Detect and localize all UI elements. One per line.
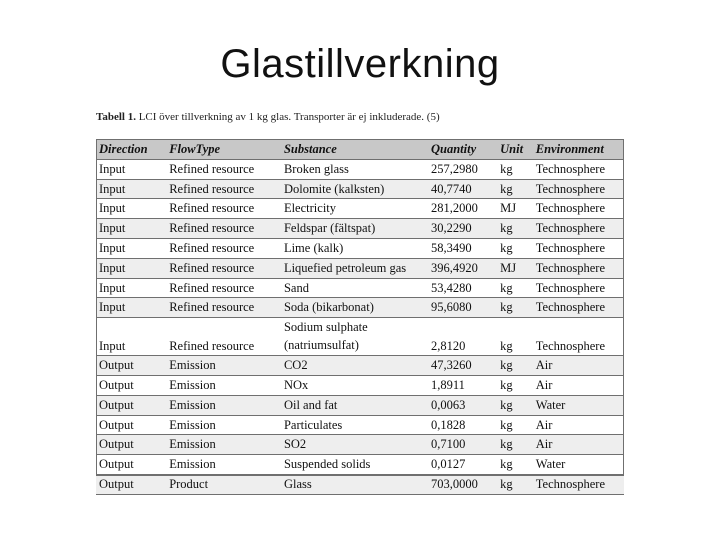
cell-quantity: 53,4280 — [428, 278, 497, 298]
table-row — [96, 278, 624, 298]
cell-substance: Suspended solids — [281, 455, 428, 475]
cell-environment: Technosphere — [533, 258, 624, 278]
cell-unit: kg — [497, 238, 533, 258]
cell-substance: Glass — [281, 474, 428, 494]
cell-direction: Input — [96, 298, 166, 318]
cell-flowtype: Emission — [166, 435, 281, 455]
cell-flowtype: Product — [166, 474, 281, 494]
cell-unit: kg — [497, 395, 533, 415]
cell-unit: kg — [497, 278, 533, 298]
cell-environment: Technosphere — [533, 199, 624, 219]
cell-direction: Input — [96, 318, 166, 356]
cell-direction: Input — [96, 278, 166, 298]
cell-unit: kg — [497, 298, 533, 318]
cell-quantity: 703,0000 — [428, 474, 497, 494]
cell-direction: Output — [96, 395, 166, 415]
cell-unit: kg — [497, 375, 533, 395]
cell-quantity: 0,7100 — [428, 435, 497, 455]
cell-quantity: 0,1828 — [428, 415, 497, 435]
table-row — [96, 395, 624, 415]
header-direction: Direction — [96, 140, 166, 160]
cell-quantity: 257,2980 — [428, 159, 497, 179]
cell-environment: Technosphere — [533, 278, 624, 298]
cell-direction: Output — [96, 455, 166, 475]
cell-unit: kg — [497, 159, 533, 179]
cell-environment: Technosphere — [533, 179, 624, 199]
cell-unit: kg — [497, 415, 533, 435]
cell-flowtype: Emission — [166, 455, 281, 475]
cell-flowtype: Emission — [166, 415, 281, 435]
cell-substance: Liquefied petroleum gas — [281, 258, 428, 278]
cell-quantity: 0,0063 — [428, 395, 497, 415]
cell-flowtype: Emission — [166, 356, 281, 376]
cell-substance: Sodium sulphate (natriumsulfat) — [281, 318, 428, 356]
cell-quantity: 95,6080 — [428, 298, 497, 318]
table-caption — [96, 111, 636, 123]
cell-unit: kg — [497, 179, 533, 199]
cell-quantity: 1,8911 — [428, 375, 497, 395]
table-caption-label: Tabell 1. — [96, 111, 136, 123]
cell-unit: kg — [497, 219, 533, 239]
cell-direction: Output — [96, 474, 166, 494]
cell-direction: Output — [96, 415, 166, 435]
cell-environment: Technosphere — [533, 318, 624, 356]
table-row — [96, 435, 624, 455]
cell-environment: Air — [533, 435, 624, 455]
cell-unit: kg — [497, 435, 533, 455]
cell-substance: Dolomite (kalksten) — [281, 179, 428, 199]
table-header-row — [96, 140, 624, 160]
cell-quantity: 58,3490 — [428, 238, 497, 258]
header-environment: Environment — [533, 140, 624, 160]
cell-substance: Particulates — [281, 415, 428, 435]
cell-environment: Technosphere — [533, 474, 624, 494]
cell-substance: Electricity — [281, 199, 428, 219]
cell-quantity: 281,2000 — [428, 199, 497, 219]
cell-direction: Input — [96, 199, 166, 219]
slide-title: Glastillverkning — [220, 42, 500, 86]
table-caption-text: LCI över tillverkning av 1 kg glas. Transporter är ej inkluderade. (5) — [138, 111, 440, 123]
cell-unit: kg — [497, 455, 533, 475]
table-row — [96, 179, 624, 199]
cell-flowtype: Refined resource — [166, 258, 281, 278]
cell-quantity: 40,7740 — [428, 179, 497, 199]
cell-environment: Water — [533, 455, 624, 475]
header-substance: Substance — [281, 140, 428, 160]
cell-direction: Output — [96, 356, 166, 376]
cell-environment: Air — [533, 375, 624, 395]
cell-flowtype: Refined resource — [166, 298, 281, 318]
cell-substance: Lime (kalk) — [281, 238, 428, 258]
table-row — [96, 474, 624, 494]
table-row — [96, 318, 624, 356]
cell-environment: Technosphere — [533, 219, 624, 239]
cell-direction: Input — [96, 238, 166, 258]
cell-substance: CO2 — [281, 356, 428, 376]
header-flowtype: FlowType — [166, 140, 281, 160]
cell-substance: SO2 — [281, 435, 428, 455]
cell-environment: Air — [533, 415, 624, 435]
cell-quantity: 47,3260 — [428, 356, 497, 376]
cell-flowtype: Emission — [166, 375, 281, 395]
cell-direction: Input — [96, 159, 166, 179]
table-row — [96, 258, 624, 278]
cell-environment: Technosphere — [533, 159, 624, 179]
cell-unit: kg — [497, 474, 533, 494]
cell-substance: Sand — [281, 278, 428, 298]
cell-direction: Input — [96, 219, 166, 239]
table-row — [96, 199, 624, 219]
cell-unit: kg — [497, 356, 533, 376]
cell-flowtype: Refined resource — [166, 199, 281, 219]
cell-quantity: 2,8120 — [428, 318, 497, 356]
cell-direction: Input — [96, 258, 166, 278]
cell-unit: MJ — [497, 199, 533, 219]
table-body — [96, 159, 624, 494]
lci-table — [96, 139, 624, 495]
table-row — [96, 298, 624, 318]
table-row — [96, 455, 624, 475]
cell-substance: NOx — [281, 375, 428, 395]
cell-flowtype: Emission — [166, 395, 281, 415]
header-unit: Unit — [497, 140, 533, 160]
cell-substance: Broken glass — [281, 159, 428, 179]
cell-flowtype: Refined resource — [166, 159, 281, 179]
table-row — [96, 159, 624, 179]
cell-substance: Soda (bikarbonat) — [281, 298, 428, 318]
cell-quantity: 0,0127 — [428, 455, 497, 475]
cell-direction: Output — [96, 375, 166, 395]
cell-substance: Oil and fat — [281, 395, 428, 415]
cell-substance: Feldspar (fältspat) — [281, 219, 428, 239]
cell-quantity: 30,2290 — [428, 219, 497, 239]
cell-flowtype: Refined resource — [166, 179, 281, 199]
cell-flowtype: Refined resource — [166, 238, 281, 258]
cell-flowtype: Refined resource — [166, 278, 281, 298]
cell-flowtype: Refined resource — [166, 219, 281, 239]
table-row — [96, 415, 624, 435]
table-row — [96, 219, 624, 239]
table-row — [96, 356, 624, 376]
cell-environment: Water — [533, 395, 624, 415]
cell-environment: Air — [533, 356, 624, 376]
cell-direction: Input — [96, 179, 166, 199]
cell-environment: Technosphere — [533, 298, 624, 318]
cell-unit: kg — [497, 318, 533, 356]
cell-flowtype: Refined resource — [166, 318, 281, 356]
cell-direction: Output — [96, 435, 166, 455]
header-quantity: Quantity — [428, 140, 497, 160]
cell-quantity: 396,4920 — [428, 258, 497, 278]
cell-unit: MJ — [497, 258, 533, 278]
table-row — [96, 238, 624, 258]
cell-environment: Technosphere — [533, 238, 624, 258]
table-row — [96, 375, 624, 395]
